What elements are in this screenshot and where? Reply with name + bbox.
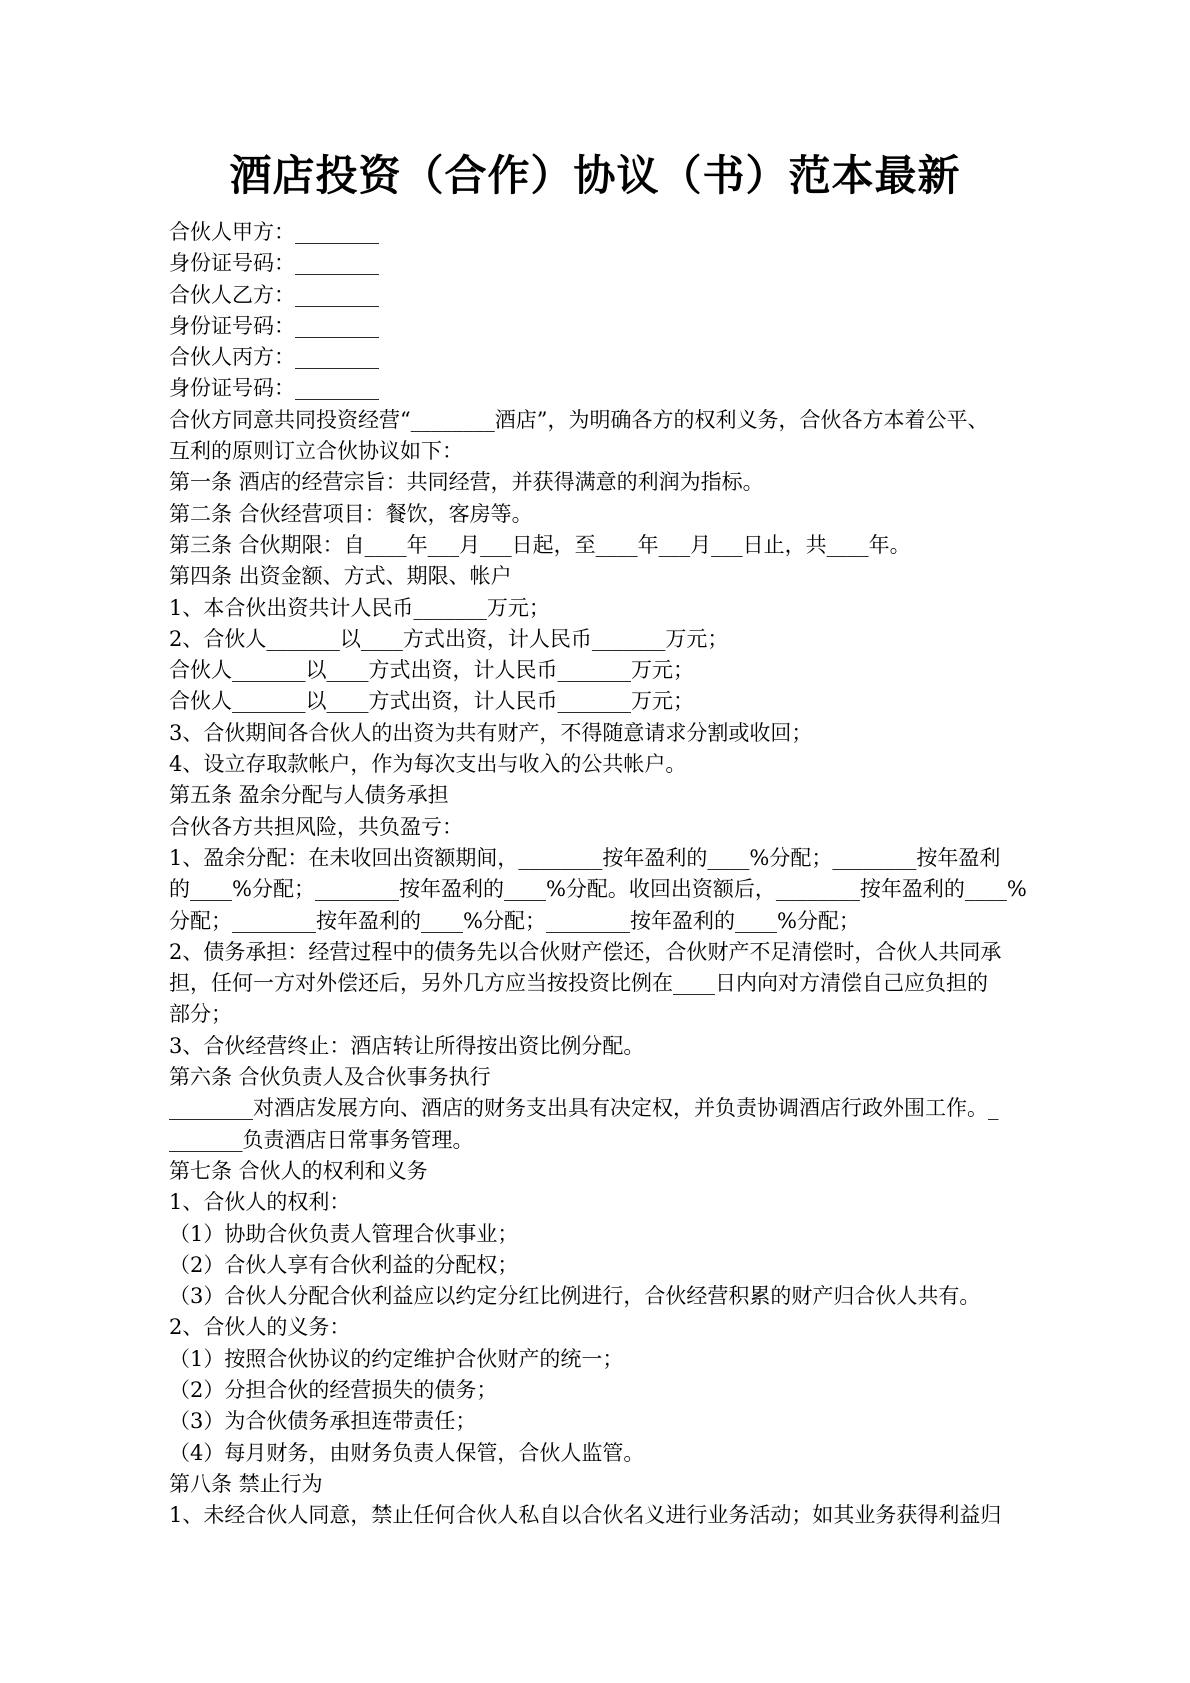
document-line: 1、未经合伙人同意，禁止任何合伙人私自以合伙名义进行业务活动；如其业务获得利益归 xyxy=(169,1503,1002,1528)
document-line: 部分； xyxy=(169,1002,232,1027)
document-line: 合伙人乙方：________ xyxy=(169,282,379,307)
document-line: 1、合伙人的权利： xyxy=(169,1190,351,1215)
document-line: _______负责酒店日常事务管理。 xyxy=(169,1127,474,1152)
document-line: （1）协助合伙负责人管理合伙事业； xyxy=(169,1221,519,1246)
document-line: （2）合伙人享有合伙利益的分配权； xyxy=(169,1252,519,1277)
document-line: 第七条 合伙人的权利和义务 xyxy=(169,1158,428,1183)
document-line: 3、合伙经营终止：酒店转让所得按出资比例分配。 xyxy=(169,1033,645,1058)
document-line: 第四条 出资金额、方式、期限、帐户 xyxy=(169,564,512,589)
document-line: 2、债务承担：经营过程中的债务先以合伙财产偿还，合伙财产不足清偿时，合伙人共同承 xyxy=(169,939,1002,964)
document-body xyxy=(169,217,1039,1531)
document-line: （2）分担合伙的经营损失的债务； xyxy=(169,1377,498,1402)
document-line: 的____%分配；________按年盈利的____%分配。收回出资额后，________按年盈利的____% xyxy=(169,877,1027,902)
document-line: 担，任何一方对外偿还后，另外几方应当按投资比例在____日内向对方清偿自己应负担的 xyxy=(169,971,988,996)
document-line: （1）按照合伙协议的约定维护合伙财产的统一； xyxy=(169,1346,624,1371)
document-title: 酒店投资（合作）协议（书）范本最新 xyxy=(229,151,961,200)
document-line: （3）为合伙债务承担连带责任； xyxy=(169,1409,477,1434)
document-line: 合伙人丙方：________ xyxy=(169,345,379,370)
document-line: 合伙人甲方：________ xyxy=(169,220,379,244)
document-line: 身份证号码：________ xyxy=(169,376,379,401)
document-line: 1、本合伙出资共计人民币_______万元； xyxy=(169,595,550,620)
document-line: 第八条 禁止行为 xyxy=(169,1471,323,1496)
document-line: （3）合伙人分配合伙利益应以约定分红比例进行，合伙经营积累的财产归合伙人共有。 xyxy=(169,1284,981,1309)
document-line: 3、合伙期间各合伙人的出资为共有财产，不得随意请求分割或收回； xyxy=(169,720,813,745)
document-line: 第六条 合伙负责人及合伙事务执行 xyxy=(169,1065,491,1090)
document-line: 1、盈余分配：在未收回出资额期间，________按年盈利的____%分配；________按年盈利 xyxy=(169,845,1001,870)
document-line: 4、设立存取款帐户，作为每次支出与收入的公共帐户。 xyxy=(169,752,687,777)
document-line: ________对酒店发展方向、酒店的财务支出具有决定权，并负责协调酒店行政外围工作。_ xyxy=(169,1096,999,1121)
document-line: 第二条 合伙经营项目：餐饮，客房等。 xyxy=(169,501,533,526)
document-line: 第一条 酒店的经营宗旨：共同经营，并获得满意的利润为指标。 xyxy=(169,470,764,495)
document-line: 互利的原则订立合伙协议如下： xyxy=(169,439,463,464)
document-line: 第三条 合伙期限：自____年___月___日起，至____年___月___日止，共____年。 xyxy=(169,532,911,557)
document-line: 合伙人_______以____方式出资，计人民币_______万元； xyxy=(169,658,694,683)
document-line: 第五条 盈余分配与人债务承担 xyxy=(169,783,449,808)
document-line: 合伙各方共担风险，共负盈亏： xyxy=(169,814,463,839)
document-line: 分配；________按年盈利的____%分配；________按年盈利的____%分配； xyxy=(169,908,860,933)
document-line: 2、合伙人_______以____方式出资，计人民币_______万元； xyxy=(169,626,729,651)
document-line: 合伙方同意共同投资经营“________酒店”，为明确各方的权利义务，合伙各方本着公平、 xyxy=(169,407,989,432)
document-line: 身份证号码：________ xyxy=(169,313,379,338)
document-line: 合伙人_______以____方式出资，计人民币_______万元； xyxy=(169,689,694,714)
document-line: 身份证号码：________ xyxy=(169,251,379,276)
document-line: （4）每月财务，由财务负责人保管，合伙人监管。 xyxy=(169,1440,645,1465)
document-line: 2、合伙人的义务： xyxy=(169,1315,351,1340)
